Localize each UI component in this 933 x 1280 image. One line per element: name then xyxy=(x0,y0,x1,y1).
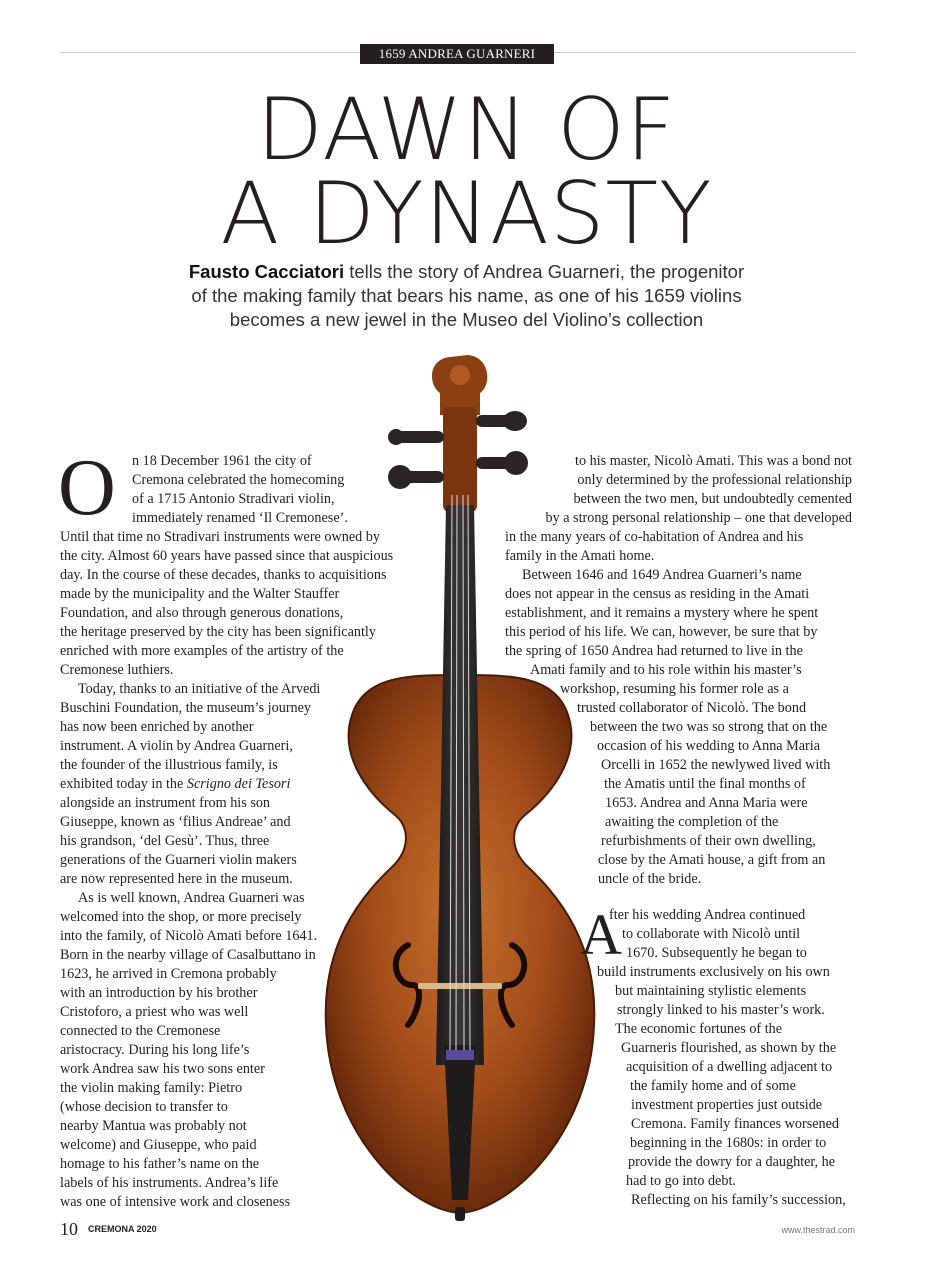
end-button xyxy=(455,1207,465,1221)
website-url: www.thestrad.com xyxy=(781,1225,855,1235)
violin-fingerboard xyxy=(436,505,484,1065)
headline-line-1: DAWN OF xyxy=(256,80,677,180)
body-line: welcome) and Giuseppe, who paid xyxy=(60,1137,257,1153)
body-line: to collaborate with Nicolò until xyxy=(622,926,801,942)
violin-pegbox xyxy=(443,407,477,512)
body-line: awaiting the completion of the xyxy=(605,814,779,830)
body-line: (whose decision to transfer to xyxy=(60,1099,228,1115)
body-line: generations of the Guarneri violin makers xyxy=(60,852,297,868)
body-line-text: exhibited today in the xyxy=(60,776,187,792)
body-line: Foundation, and also through generous donations, xyxy=(60,605,344,621)
body-line: the violin making family: Pietro xyxy=(60,1080,243,1096)
scroll-curl xyxy=(450,365,470,385)
magazine-name: CREMONA 2020 xyxy=(88,1224,157,1234)
body-line: Cremona celebrated the homecoming xyxy=(132,472,345,488)
body-line: provide the dowry for a daughter, he xyxy=(628,1154,836,1170)
body-line: connected to the Cremonese xyxy=(60,1023,221,1039)
left-column xyxy=(60,452,420,1212)
body-line: alongside an instrument from his son xyxy=(60,795,271,811)
body-line: Amati family and to his role within his master’s xyxy=(530,662,802,678)
peg-knob-icon xyxy=(503,411,527,431)
headline-line-2: A DYNASTY xyxy=(220,164,713,264)
body-line: between the two was so strong that on the xyxy=(590,719,828,735)
standfirst-line-1-rest: tells the story of Andrea Guarneri, the progenitor xyxy=(344,261,745,282)
right-column-main xyxy=(505,528,855,889)
body-line: 1623, he arrived in Cremona probably xyxy=(60,966,277,982)
body-line: 1670. Subsequently he began to xyxy=(626,945,807,961)
body-line: acquisition of a dwelling adjacent to xyxy=(626,1059,833,1075)
body-line: The economic fortunes of the xyxy=(615,1021,783,1037)
body-line: was one of intensive work and closeness xyxy=(60,1194,291,1210)
body-line: Orcelli in 1652 the newlywed lived with xyxy=(601,757,831,773)
body-line: between the two men, but undoubtedly cemented xyxy=(573,491,852,507)
body-line: refurbishments of their own dwelling, xyxy=(601,833,816,849)
body-line: 1653. Andrea and Anna Maria were xyxy=(605,795,808,811)
body-line: Today, thanks to an initiative of the Arvedi xyxy=(78,681,321,697)
body-line: made by the municipality and the Walter Stauffer xyxy=(60,586,340,602)
violin-bridge xyxy=(418,983,502,989)
body-line: Guarneris flourished, as shown by the xyxy=(621,1040,837,1056)
body-line: into the family, of Nicolò Amati before 1641. xyxy=(60,928,318,944)
body-line: does not appear in the census as residing in the Amati xyxy=(505,586,810,602)
body-line: his grandson, ‘del Gesù’. Thus, three xyxy=(60,833,270,849)
body-line: Born in the nearby village of Casalbuttano in xyxy=(60,947,316,963)
body-line: of a 1715 Antonio Stradivari violin, xyxy=(132,491,335,507)
body-line: the city. Almost 60 years have passed since that auspicious xyxy=(60,548,394,564)
body-line: labels of his instruments. Andrea’s life xyxy=(60,1175,279,1191)
standfirst xyxy=(180,260,753,332)
body-line: are now represented here in the museum. xyxy=(60,871,293,887)
body-line: had to go into debt. xyxy=(626,1173,736,1189)
body-line: enriched with more examples of the artistry of the xyxy=(60,643,344,659)
body-line: immediately renamed ‘Il Cremonese’. xyxy=(132,510,348,526)
body-line: beginning in the 1680s: in order to xyxy=(630,1135,827,1151)
drop-cap-a: A xyxy=(580,902,622,967)
author-name: Fausto Cacciatori xyxy=(188,261,345,282)
body-line: family in the Amati home. xyxy=(505,548,655,564)
body-line: close by the Amati house, a gift from an xyxy=(598,852,826,868)
standfirst-line-1 xyxy=(180,260,753,284)
right-column xyxy=(500,452,860,528)
drop-cap-o: O xyxy=(58,444,116,532)
body-line: establishment, and it remains a mystery where he spent xyxy=(505,605,819,621)
body-line: Giuseppe, known as ‘filius Andreae’ and xyxy=(60,814,291,830)
body-line: nearby Mantua was probably not xyxy=(60,1118,247,1134)
body-line: the family home and of some xyxy=(630,1078,796,1094)
body-line: instrument. A violin by Andrea Guarneri, xyxy=(60,738,293,754)
standfirst-line-2: of the making family that bears his name, as one of his 1659 violins xyxy=(191,285,742,306)
body-line: Reflecting on his family’s succession, xyxy=(631,1192,846,1208)
body-line: this period of his life. We can, however, be sure that by xyxy=(505,624,818,640)
body-line: the heritage preserved by the city has been significantly xyxy=(60,624,376,640)
violin-scroll xyxy=(432,355,487,415)
body-line: fter his wedding Andrea continued xyxy=(609,907,806,923)
body-line xyxy=(60,775,420,794)
body-line: Until that time no Stradivari instruments were owned by xyxy=(60,529,380,545)
peg-knob-icon xyxy=(388,429,404,445)
body-line: to his master, Nicolò Amati. This was a bond not xyxy=(575,453,852,469)
body-line: investment properties just outside xyxy=(631,1097,823,1113)
body-line: only determined by the professional relationship xyxy=(577,472,852,488)
body-line: aristocracy. During his long life’s xyxy=(60,1042,250,1058)
body-line: trusted collaborator of Nicolò. The bond xyxy=(577,700,807,716)
section-kicker: 1659 ANDREA GUARNERI xyxy=(360,44,554,64)
body-line: As is well known, Andrea Guarneri was xyxy=(78,890,305,906)
string-windings xyxy=(446,1050,474,1060)
body-line: Cremona. Family finances worsened xyxy=(631,1116,840,1132)
body-line: the spring of 1650 Andrea had returned to live in the xyxy=(505,643,803,659)
body-line: homage to his father’s name on the xyxy=(60,1156,260,1172)
body-line: the founder of the illustrious family, is xyxy=(60,757,278,773)
headline xyxy=(150,80,783,264)
body-line: has now been enriched by another xyxy=(60,719,254,735)
body-line: the Amatis until the final months of xyxy=(604,776,806,792)
body-line: with an introduction by his brother xyxy=(60,985,258,1001)
body-line: strongly linked to his master’s work. xyxy=(617,1002,825,1018)
right-column-second xyxy=(505,902,855,1210)
body-line: welcomed into the shop, or more precisely xyxy=(60,909,302,925)
body-line: n 18 December 1961 the city of xyxy=(132,453,312,469)
body-line: workshop, resuming his former role as a xyxy=(560,681,789,697)
body-line: occasion of his wedding to Anna Maria xyxy=(597,738,821,754)
body-line: but maintaining stylistic elements xyxy=(615,983,807,999)
body-line: uncle of the bride. xyxy=(598,871,702,887)
standfirst-line-3: becomes a new jewel in the Museo del Violino’s collection xyxy=(229,309,704,330)
body-line: Cremonese luthiers. xyxy=(60,662,174,678)
body-line: by a strong personal relationship – one that developed xyxy=(545,510,852,526)
page-number: 10 xyxy=(60,1219,78,1239)
body-line: Cristoforo, a priest who was well xyxy=(60,1004,249,1020)
body-line: build instruments exclusively on his own xyxy=(597,964,830,980)
body-line: in the many years of co-habitation of Andrea and his xyxy=(505,529,804,545)
body-line: Between 1646 and 1649 Andrea Guarneri’s name xyxy=(522,567,802,583)
body-line: work Andrea saw his two sons enter xyxy=(60,1061,265,1077)
body-line: day. In the course of these decades, thanks to acquisitions xyxy=(60,567,387,583)
body-line: Buschini Foundation, the museum’s journey xyxy=(60,700,312,716)
italic-phrase: Scrigno dei Tesori xyxy=(186,776,291,792)
